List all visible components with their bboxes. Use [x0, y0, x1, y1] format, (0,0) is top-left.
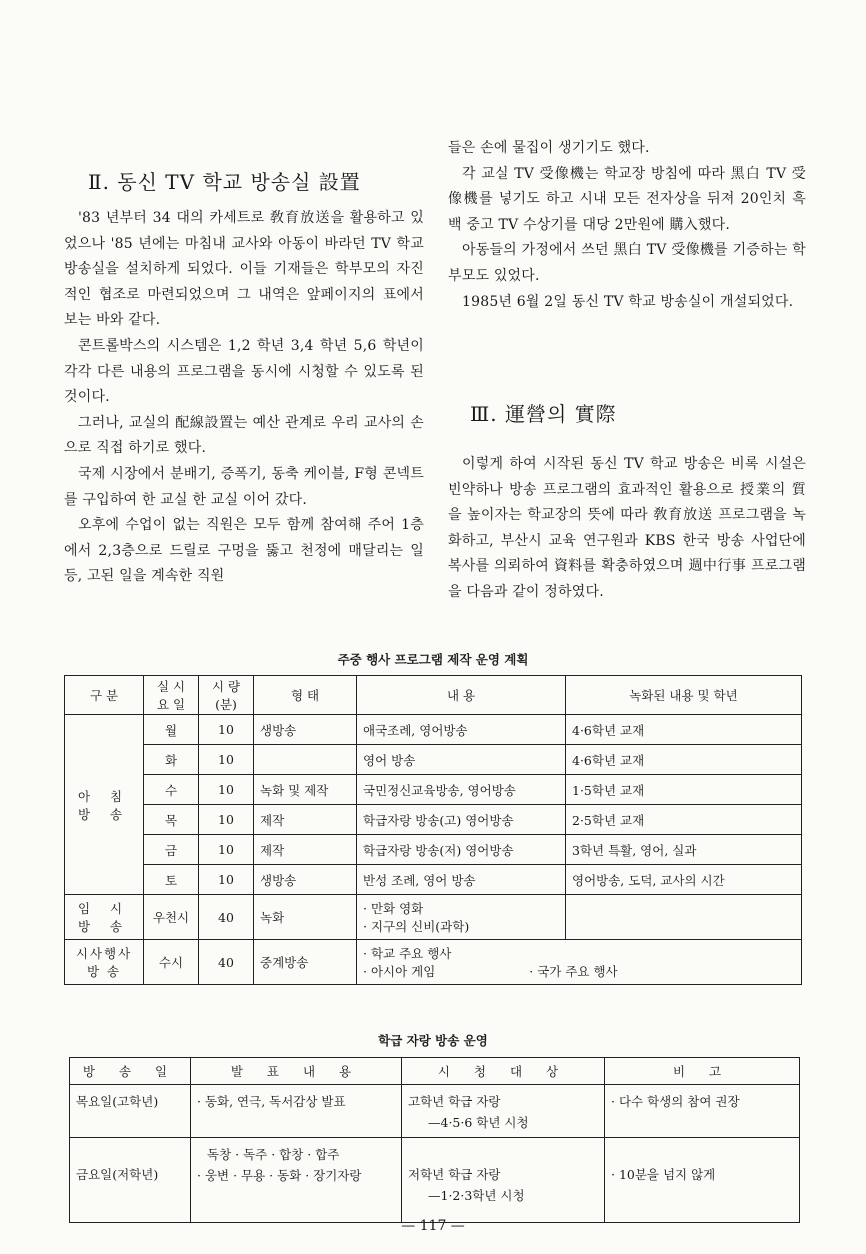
- cell-note: · 다수 학생의 참여 권장: [605, 1085, 800, 1138]
- group-label-special: 임 시 방 송: [65, 895, 144, 940]
- cell-day: 월: [144, 715, 199, 745]
- table-header-row: [65, 676, 802, 715]
- cell-content: 학급자랑 방송(고) 영어방송: [357, 805, 566, 835]
- cell-type: 녹화: [254, 895, 357, 940]
- cell-recorded: 3학년 특활, 영어, 실과: [566, 835, 802, 865]
- header-content: 발 표 내 용: [191, 1058, 402, 1085]
- cell-note: · 10분을 넘지 않게: [605, 1138, 800, 1223]
- content-line: [363, 962, 795, 980]
- paragraph: 그러나, 교실의 配線設置는 예산 관계로 우리 교사의 손으로 직접 하기로 했다.: [64, 414, 424, 457]
- paragraph: 콘트롤박스의 시스템은 1,2 학년 3,4 학년 5,6 학년이 각각 다른 내용의 프로그램을 동시에 시청할 수 있도록 된 것이다.: [64, 337, 424, 406]
- cell-type: 녹화 및 제작: [254, 775, 357, 805]
- cell-content: 영어 방송: [357, 745, 566, 775]
- right-column: [448, 136, 806, 315]
- cell-content: 학급자랑 방송(저) 영어방송: [357, 835, 566, 865]
- cell-type: 중계방송: [254, 940, 357, 985]
- cell-type: [254, 745, 357, 775]
- cell-type: 제작: [254, 805, 357, 835]
- target-line: 고학년 학급 자랑: [408, 1094, 501, 1109]
- paragraph: 아동들의 가정에서 쓰던 黑白 TV 受像機를 기증하는 학부모도 있었다.: [448, 242, 806, 284]
- cell-type: 제작: [254, 835, 357, 865]
- target-line: 저학년 학급 자랑: [408, 1167, 501, 1182]
- target-line: —1·2·3학년 시청: [428, 1188, 525, 1203]
- left-column: [64, 206, 424, 590]
- cell-minutes: 10: [199, 865, 254, 895]
- cell-day: 수시: [144, 940, 199, 985]
- header-day: 실 시 요 일: [144, 676, 199, 715]
- header-type: 형 태: [254, 676, 357, 715]
- cell-type: 생방송: [254, 865, 357, 895]
- table-row: [65, 895, 802, 940]
- cell-target: [402, 1085, 605, 1138]
- table-row: [65, 835, 802, 865]
- header-recorded: 녹화된 내용 및 학년: [566, 676, 802, 715]
- content-line: · 만화 영화: [363, 901, 424, 916]
- content-line: · 웅변 · 무용 · 동화 · 장기자랑: [197, 1168, 362, 1183]
- header-content: 내 용: [357, 676, 566, 715]
- right-column-lower: [448, 452, 806, 606]
- content-line: · 지구의 신비(과학): [363, 919, 470, 934]
- section-heading-2: Ⅱ. 동신 TV 학교 방송실 設置: [88, 170, 361, 194]
- cell-target: [402, 1138, 605, 1223]
- header-target: 시 청 대 상: [402, 1058, 605, 1085]
- group-label-morning: 아 침 방 송: [65, 715, 144, 895]
- cell-content: 애국조례, 영어방송: [357, 715, 566, 745]
- table-row: [65, 865, 802, 895]
- cell-content: · 동화, 연극, 독서감상 발표: [191, 1085, 402, 1138]
- cell-minutes: 10: [199, 805, 254, 835]
- header-day: 방 송 일: [70, 1058, 191, 1085]
- content-line: 독창 · 독주 · 합창 · 합주: [207, 1147, 340, 1162]
- paragraph: 국제 시장에서 분배기, 증폭기, 동축 케이블, F형 콘넥트를 구입하여 한 교실 한 교실 이어 갔다.: [64, 465, 424, 508]
- header-minutes: 시 량 (분): [199, 676, 254, 715]
- table-header-row: [70, 1058, 800, 1085]
- cell-day: 화: [144, 745, 199, 775]
- cell-content: [357, 895, 566, 940]
- content-item: · 아시아 게임: [363, 964, 436, 979]
- cell-type: 생방송: [254, 715, 357, 745]
- cell-recorded: [566, 895, 802, 940]
- content-item: · 국가 주요 행사: [529, 964, 618, 979]
- cell-recorded: 영어방송, 도덕, 교사의 시간: [566, 865, 802, 895]
- content-line: · 학교 주요 행사: [363, 946, 452, 961]
- cell-minutes: 10: [199, 715, 254, 745]
- paragraph: '83 년부터 34 대의 카세트로 敎育放送을 활용하고 있었으나 '85 년에는 마침내 교사와 아동이 바라던 TV 학교 방송실을 설치하게 되었다. 이들 기재들은 학부모의 자진적인 협조로 마련되었으며 그 내역은 앞페이지의 표에서 보는 바와 같다.: [64, 210, 424, 329]
- cell-day: 금: [144, 835, 199, 865]
- cell-content: 반성 조례, 영어 방송: [357, 865, 566, 895]
- table-row: [65, 715, 802, 745]
- cell-minutes: 10: [199, 745, 254, 775]
- page-number: — 117 —: [401, 1218, 465, 1234]
- table-row: [65, 775, 802, 805]
- table-row: [65, 940, 802, 985]
- cell-recorded: 4·6학년 교재: [566, 745, 802, 775]
- paragraph: 1985년 6월 2일 동신 TV 학교 방송실이 개설되었다.: [462, 293, 794, 310]
- table2-title: 학급 자랑 방송 운영: [378, 1033, 488, 1048]
- cell-day: 토: [144, 865, 199, 895]
- header-note: 비 고: [605, 1058, 800, 1085]
- paragraph: 오후에 수업이 없는 직원은 모두 함께 참여해 주어 1층에서 2,3층으로 드릴로 구멍을 뚫고 천정에 매달리는 일 등, 고된 일을 계속한 직원: [64, 517, 424, 585]
- table-row: [70, 1138, 800, 1223]
- cell-day: 우천시: [144, 895, 199, 940]
- table-row: [65, 805, 802, 835]
- cell-minutes: 40: [199, 940, 254, 985]
- cell-minutes: 10: [199, 835, 254, 865]
- cell-recorded: 2·5학년 교재: [566, 805, 802, 835]
- cell-minutes: 40: [199, 895, 254, 940]
- cell-content: [357, 940, 802, 985]
- cell-day: 수: [144, 775, 199, 805]
- header-category: 구 분: [65, 676, 144, 715]
- cell-day: 목요일(고학년): [70, 1085, 191, 1138]
- cell-content: [191, 1138, 402, 1223]
- cell-day: 목: [144, 805, 199, 835]
- target-line: —4·5·6 학년 시청: [428, 1115, 529, 1130]
- table-row: [70, 1085, 800, 1138]
- section-heading-3: Ⅲ. 運營의 實際: [470, 402, 617, 426]
- cell-recorded: 4·6학년 교재: [566, 715, 802, 745]
- paragraph: 각 교실 TV 受像機는 학교장 방침에 따라 黑白 TV 受像機를 넣기도 하고 시내 모든 전자상을 뒤져 20인치 흑백 중고 TV 수상기를 대당 2만원에 購入했다.: [448, 165, 806, 233]
- cell-day: 금요일(저학년): [70, 1138, 191, 1223]
- paragraph-continuation: 들은 손에 물집이 생기기도 했다.: [448, 140, 650, 156]
- table1-title: 주중 행사 프로그램 제작 운영 계획: [337, 652, 529, 667]
- cell-minutes: 10: [199, 775, 254, 805]
- weekly-program-table: [64, 675, 802, 985]
- paragraph: 이렇게 하여 시작된 동신 TV 학교 방송은 비록 시설은 빈약하나 방송 프로그램의 효과적인 활용으로 授業의 質을 높이자는 학교장의 뜻에 따라 敎育放送 프로그램을 녹화하고, 부산시 교육 연구원과 KBS 한국 방송 사업단에 복사를 의뢰하여 資料를 확충하였으며 週中行事 프로그램을 다음과 같이 정하였다.: [448, 456, 806, 600]
- group-label-events: 시사행사 방 송: [65, 940, 144, 985]
- cell-recorded: 1·5학년 교재: [566, 775, 802, 805]
- class-pride-table: [69, 1057, 800, 1223]
- cell-content: 국민정신교육방송, 영어방송: [357, 775, 566, 805]
- table-row: [65, 745, 802, 775]
